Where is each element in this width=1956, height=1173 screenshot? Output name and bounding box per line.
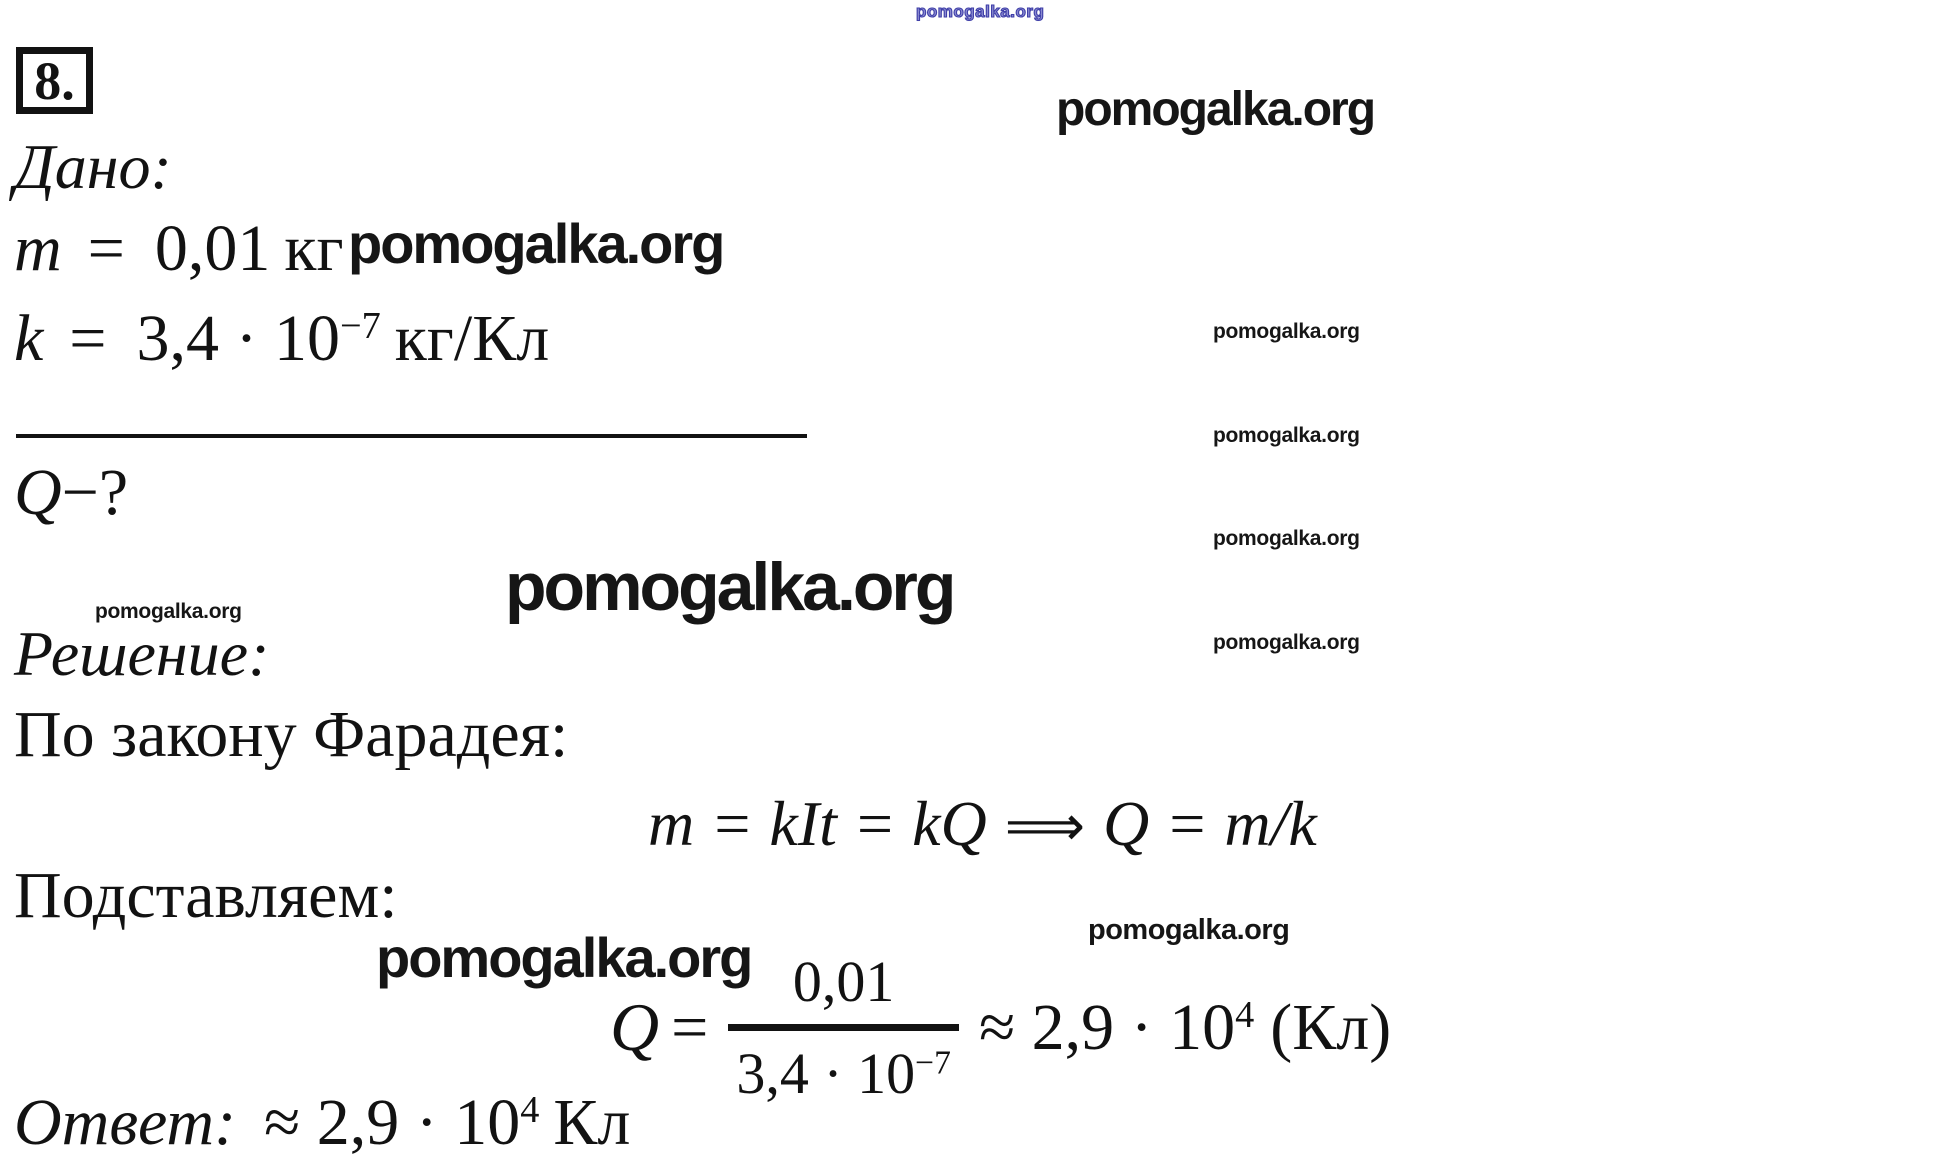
given-k-coefficient: 3,4 · 10 xyxy=(136,302,341,375)
given-k-line xyxy=(14,302,550,375)
watermark-side-4: pomogalka.org xyxy=(1213,631,1360,654)
problem-number: 8. xyxy=(34,50,75,111)
find-line xyxy=(14,456,129,529)
answer-line xyxy=(14,1086,631,1159)
watermark-left-small: pomogalka.org xyxy=(95,600,242,623)
result-coefficient: ≈ 2,9 · 10 xyxy=(978,990,1236,1064)
calc-fraction xyxy=(728,948,959,1107)
answer-unit: Кл xyxy=(553,1086,631,1159)
answer-label: Ответ: xyxy=(14,1086,237,1159)
calc-result xyxy=(979,990,1391,1066)
answer-coefficient: ≈ 2,9 · 10 xyxy=(264,1086,521,1159)
find-variable: Q xyxy=(14,456,62,529)
denominator-exponent: −7 xyxy=(915,1044,951,1082)
calc-equals: = xyxy=(671,990,709,1064)
watermark-top-blue: pomogalka.org xyxy=(916,2,1045,21)
watermark-header: pomogalka.org xyxy=(1056,83,1375,136)
denominator-coefficient: 3,4 · 10 xyxy=(736,1041,916,1106)
watermark-side-3: pomogalka.org xyxy=(1213,527,1360,550)
watermark-side-2: pomogalka.org xyxy=(1213,424,1360,447)
watermark-substitute-inline: pomogalka.org xyxy=(376,926,752,989)
formula-chain: m = kIt = kQ xyxy=(648,788,987,859)
given-m-equals: = xyxy=(87,212,125,285)
watermark-side-1: pomogalka.org xyxy=(1213,320,1360,343)
solution-label: Решение: xyxy=(14,618,270,689)
calculation-line xyxy=(610,948,1391,1107)
watermark-calc-right: pomogalka.org xyxy=(1088,914,1290,946)
given-k-unit: кг/Кл xyxy=(394,302,550,375)
implies-arrow: ⟹ xyxy=(1004,794,1085,859)
given-k-equals: = xyxy=(69,302,107,375)
given-m-value: 0,01 xyxy=(154,212,271,285)
formula-result: Q = m/k xyxy=(1103,788,1317,859)
faraday-formula xyxy=(648,788,1317,859)
given-m-line xyxy=(14,212,344,285)
given-label: Дано: xyxy=(14,131,172,202)
problem-number-box xyxy=(16,47,93,114)
calc-variable: Q xyxy=(610,989,660,1065)
fraction-denominator xyxy=(728,1024,959,1107)
given-divider-line xyxy=(16,434,807,438)
given-k-exponent: −7 xyxy=(340,304,381,347)
answer-exponent: 4 xyxy=(520,1088,540,1131)
given-m-variable: m xyxy=(14,212,62,285)
result-unit: (Кл) xyxy=(1270,990,1392,1064)
watermark-center-big: pomogalka.org xyxy=(505,549,954,625)
find-suffix: −? xyxy=(61,456,129,529)
given-m-unit: кг xyxy=(284,212,344,285)
given-k-variable: k xyxy=(14,302,44,375)
fraction-numerator: 0,01 xyxy=(792,949,895,1014)
law-intro-text: По закону Фарадея: xyxy=(14,698,569,771)
substitute-label: Подставляем: xyxy=(14,859,398,932)
result-exponent: 4 xyxy=(1235,993,1255,1036)
watermark-given-inline: pomogalka.org xyxy=(348,212,724,275)
